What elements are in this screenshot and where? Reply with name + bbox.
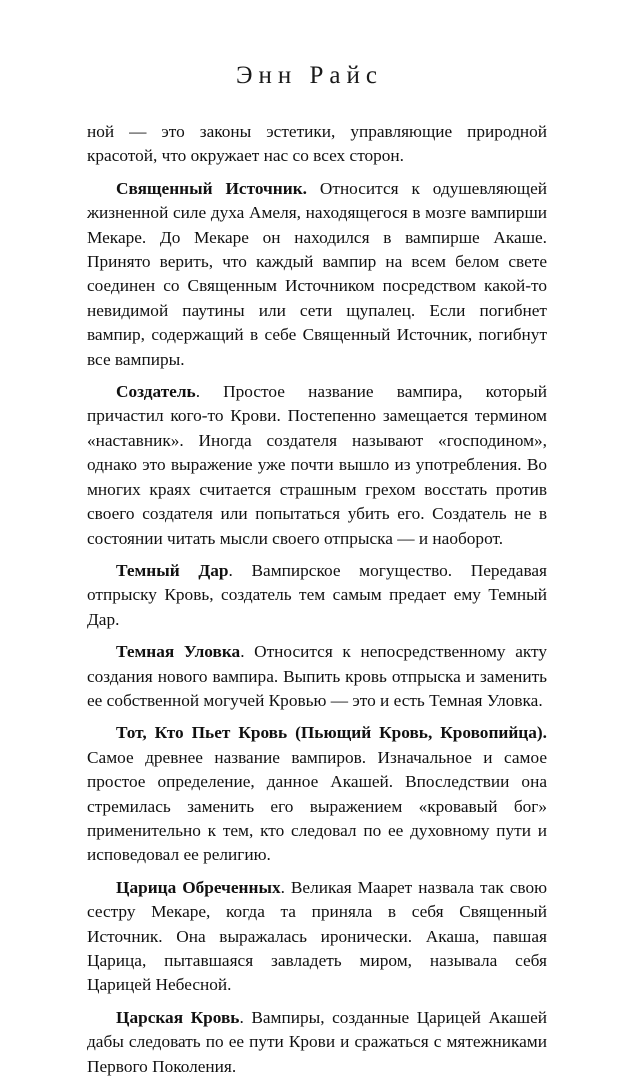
entry-text: . Великая Маарет назвала так свою сестру Мекаре, когда та приняла в себя Священный Источник. Она выражалась иронически. Акаша, павшая Царица, пытавшаяся завладеть миром, называла себя Царицей Небесной.	[87, 877, 547, 995]
entry-text: . Простое название вампира, который причастил кого-то Крови. Постепенно замещается термином «наставник». Иногда создателя называют «господином», однако это выражение уже почти вышло из употребления. Во многих краях считается страшным грехом восстать против своего создателя или попытаться убить его. Создатель не в состоянии читать мысли своего отпрыска — и наоборот.	[87, 382, 547, 548]
running-head: Энн Райс	[236, 62, 383, 89]
entry-text: Самое древнее название вампиров. Изначальное и самое простое определение, данное Акашей. Впоследствии она стремилась заменить его выражением «кровавый бог» применительно к тем, кто следовал по ее духовному пути и исповедовал ее религию.	[87, 747, 547, 865]
entry-text: . Вампирское могущество. Передавая отпрыску Кровь, создатель тем самым предает ему Темный Дар.	[87, 560, 547, 629]
entry-term: Темная Уловка	[116, 642, 241, 662]
glossary-entry	[87, 559, 547, 632]
glossary-entry	[87, 876, 547, 998]
entry-term: Священный Источник.	[116, 178, 307, 198]
glossary-entry	[87, 177, 547, 372]
entry-term: Темный Дар	[116, 560, 229, 580]
entry-term: Тот, Кто Пьет Кровь (Пьющий Кровь, Кровопийца).	[116, 723, 547, 743]
entry-text: . Относится к непосредственному акту создания нового вампира. Выпить кровь отпрыска и заменить ее собственной могучей Кровью — это и есть Темная Уловка.	[87, 642, 547, 710]
entry-text: ной — это законы эстетики, управляющие природной красотой, что окружает нас со всех сторон.	[87, 122, 547, 166]
glossary-entry	[87, 1006, 547, 1079]
entry-term: Создатель	[116, 382, 196, 402]
glossary-entry	[87, 721, 547, 867]
glossary-entry-continuation	[87, 120, 547, 169]
glossary-text	[87, 120, 547, 1079]
entry-term: Царская Кровь	[116, 1007, 240, 1027]
entry-text: Относится к одушевляющей жизненной силе духа Амеля, находящегося в мозге вампирши Мекаре. До Мекаре он находился в вампирше Акаше. Принято верить, что каждый вампир на всем белом свете соединен со Священным Источником посредством какой-то невидимой паутины или сети щупалец. Если погибнет вампир, содержащий в себе Священный Источник, погибнут все вампиры.	[87, 178, 547, 369]
entry-term: Царица Обреченных	[116, 877, 281, 897]
glossary-entry	[87, 380, 547, 551]
entry-text: . Вампиры, созданные Царицей Акашей дабы следовать по ее пути Крови и сражаться с мятежниками Первого Поколения.	[87, 1007, 547, 1076]
glossary-entry	[87, 640, 547, 713]
